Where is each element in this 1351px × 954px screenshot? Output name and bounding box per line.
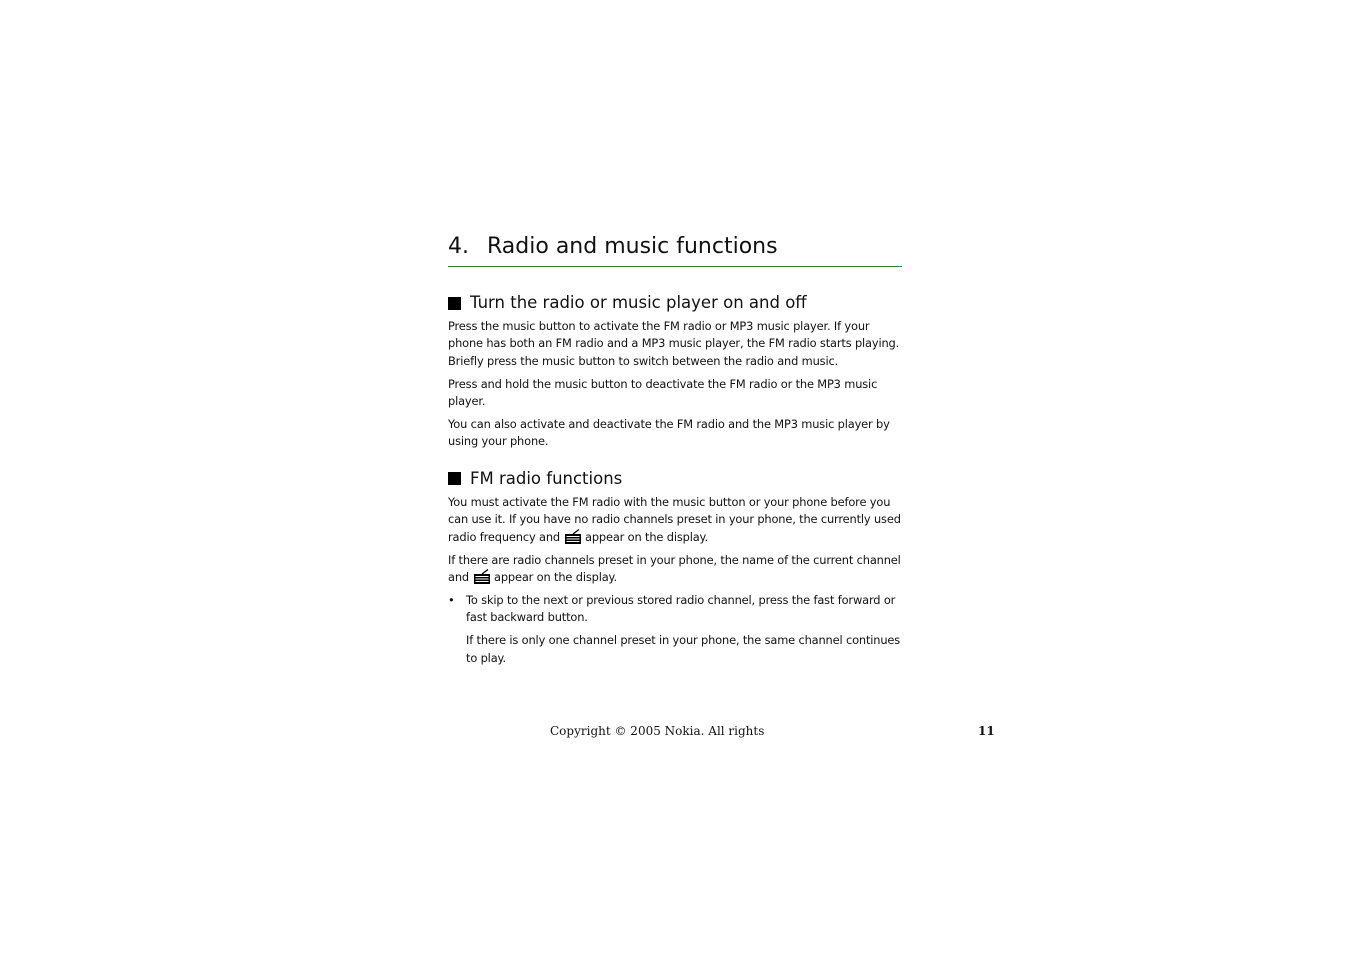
- section-square-icon: [448, 297, 461, 310]
- footer-copyright: Copyright © 2005 Nokia. All rights: [550, 724, 765, 738]
- radio-icon: [473, 569, 491, 585]
- section-title-turn-on-off: [448, 292, 902, 314]
- bullet-note: If there is only one channel preset in your phone, the same channel continues to play.: [466, 633, 901, 665]
- section-square-icon: [448, 472, 461, 485]
- paragraph-with-icon: [448, 552, 902, 587]
- bullet-dot: •: [448, 592, 455, 607]
- paragraph: You can also activate and deactivate the FM radio and the MP3 music player by using your phone.: [448, 417, 890, 449]
- bullet-text: To skip to the next or previous stored radio channel, press the fast forward or fast backward button.: [466, 592, 896, 625]
- paragraph: Press the music button to activate the FM radio or MP3 music player. If your phone has both an FM radio and a MP3 music player, the FM radio starts playing. Briefly press the music button to switch between the radio and music.: [448, 319, 900, 368]
- chapter-number: 4.: [448, 234, 469, 259]
- chapter-title: [448, 232, 902, 267]
- bullet-item: [448, 592, 902, 627]
- section-title-text: Turn the radio or music player on and off: [470, 293, 807, 312]
- paragraph-with-icon: [448, 494, 902, 546]
- paragraph-text: appear on the display.: [493, 569, 617, 584]
- paragraph-text: You must activate the FM radio with the music button or your phone before you can use it. If you have no radio channels preset in your phone, the currently used radio frequency and: [448, 494, 901, 544]
- chapter-title-text: Radio and music functions: [487, 234, 778, 259]
- section-title-fm-radio: [448, 468, 902, 490]
- section-title-text: FM radio functions: [470, 468, 623, 488]
- page-content: [448, 232, 902, 667]
- paragraph: Press and hold the music button to deactivate the FM radio or the MP3 music player.: [448, 376, 878, 409]
- paragraph-text: appear on the display.: [584, 529, 708, 544]
- paragraph-text: If there are radio channels preset in your phone, the name of the current channel and: [448, 552, 901, 584]
- radio-icon: [564, 529, 582, 545]
- page-number: 11: [978, 724, 995, 738]
